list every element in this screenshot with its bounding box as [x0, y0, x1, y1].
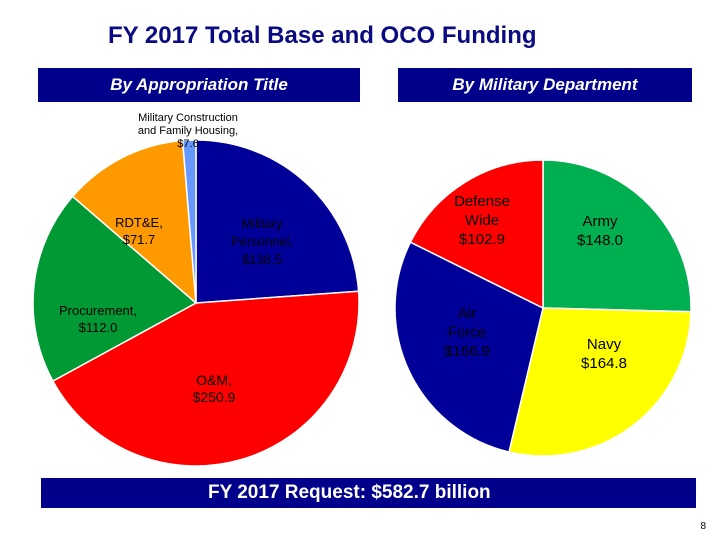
pie-label-defense: Defense Wide $102.9 [454, 193, 510, 248]
left-chart-header-label: By Appropriation Title [110, 75, 288, 94]
department-pie [395, 160, 691, 456]
slide-title: FY 2017 Total Base and OCO Funding [108, 22, 537, 49]
pie-label-rdt-e: RDT&E, $71.7 [115, 215, 163, 247]
page-number: 8 [700, 521, 706, 532]
pie-label-army: Army $148.0 [577, 213, 623, 249]
pie-label-procurement: Procurement, $112.0 [58, 303, 138, 335]
pie-label-military-construction: Military Construction and Family Housing, $7.6 [137, 112, 239, 150]
total-request-label: FY 2017 Request: $582.7 billion [208, 482, 491, 503]
pie-label-air: Air Force $166.9 [444, 305, 490, 360]
appropriation-pie [33, 112, 359, 466]
right-chart-header-label: By Military Department [452, 75, 638, 94]
pie-label-military: Military Personnel, $138.5 [230, 216, 294, 267]
pie-label-navy: Navy $164.8 [581, 336, 627, 372]
total-request-bar [41, 478, 696, 508]
pie-label-o-m: O&M, $250.9 [192, 372, 236, 405]
